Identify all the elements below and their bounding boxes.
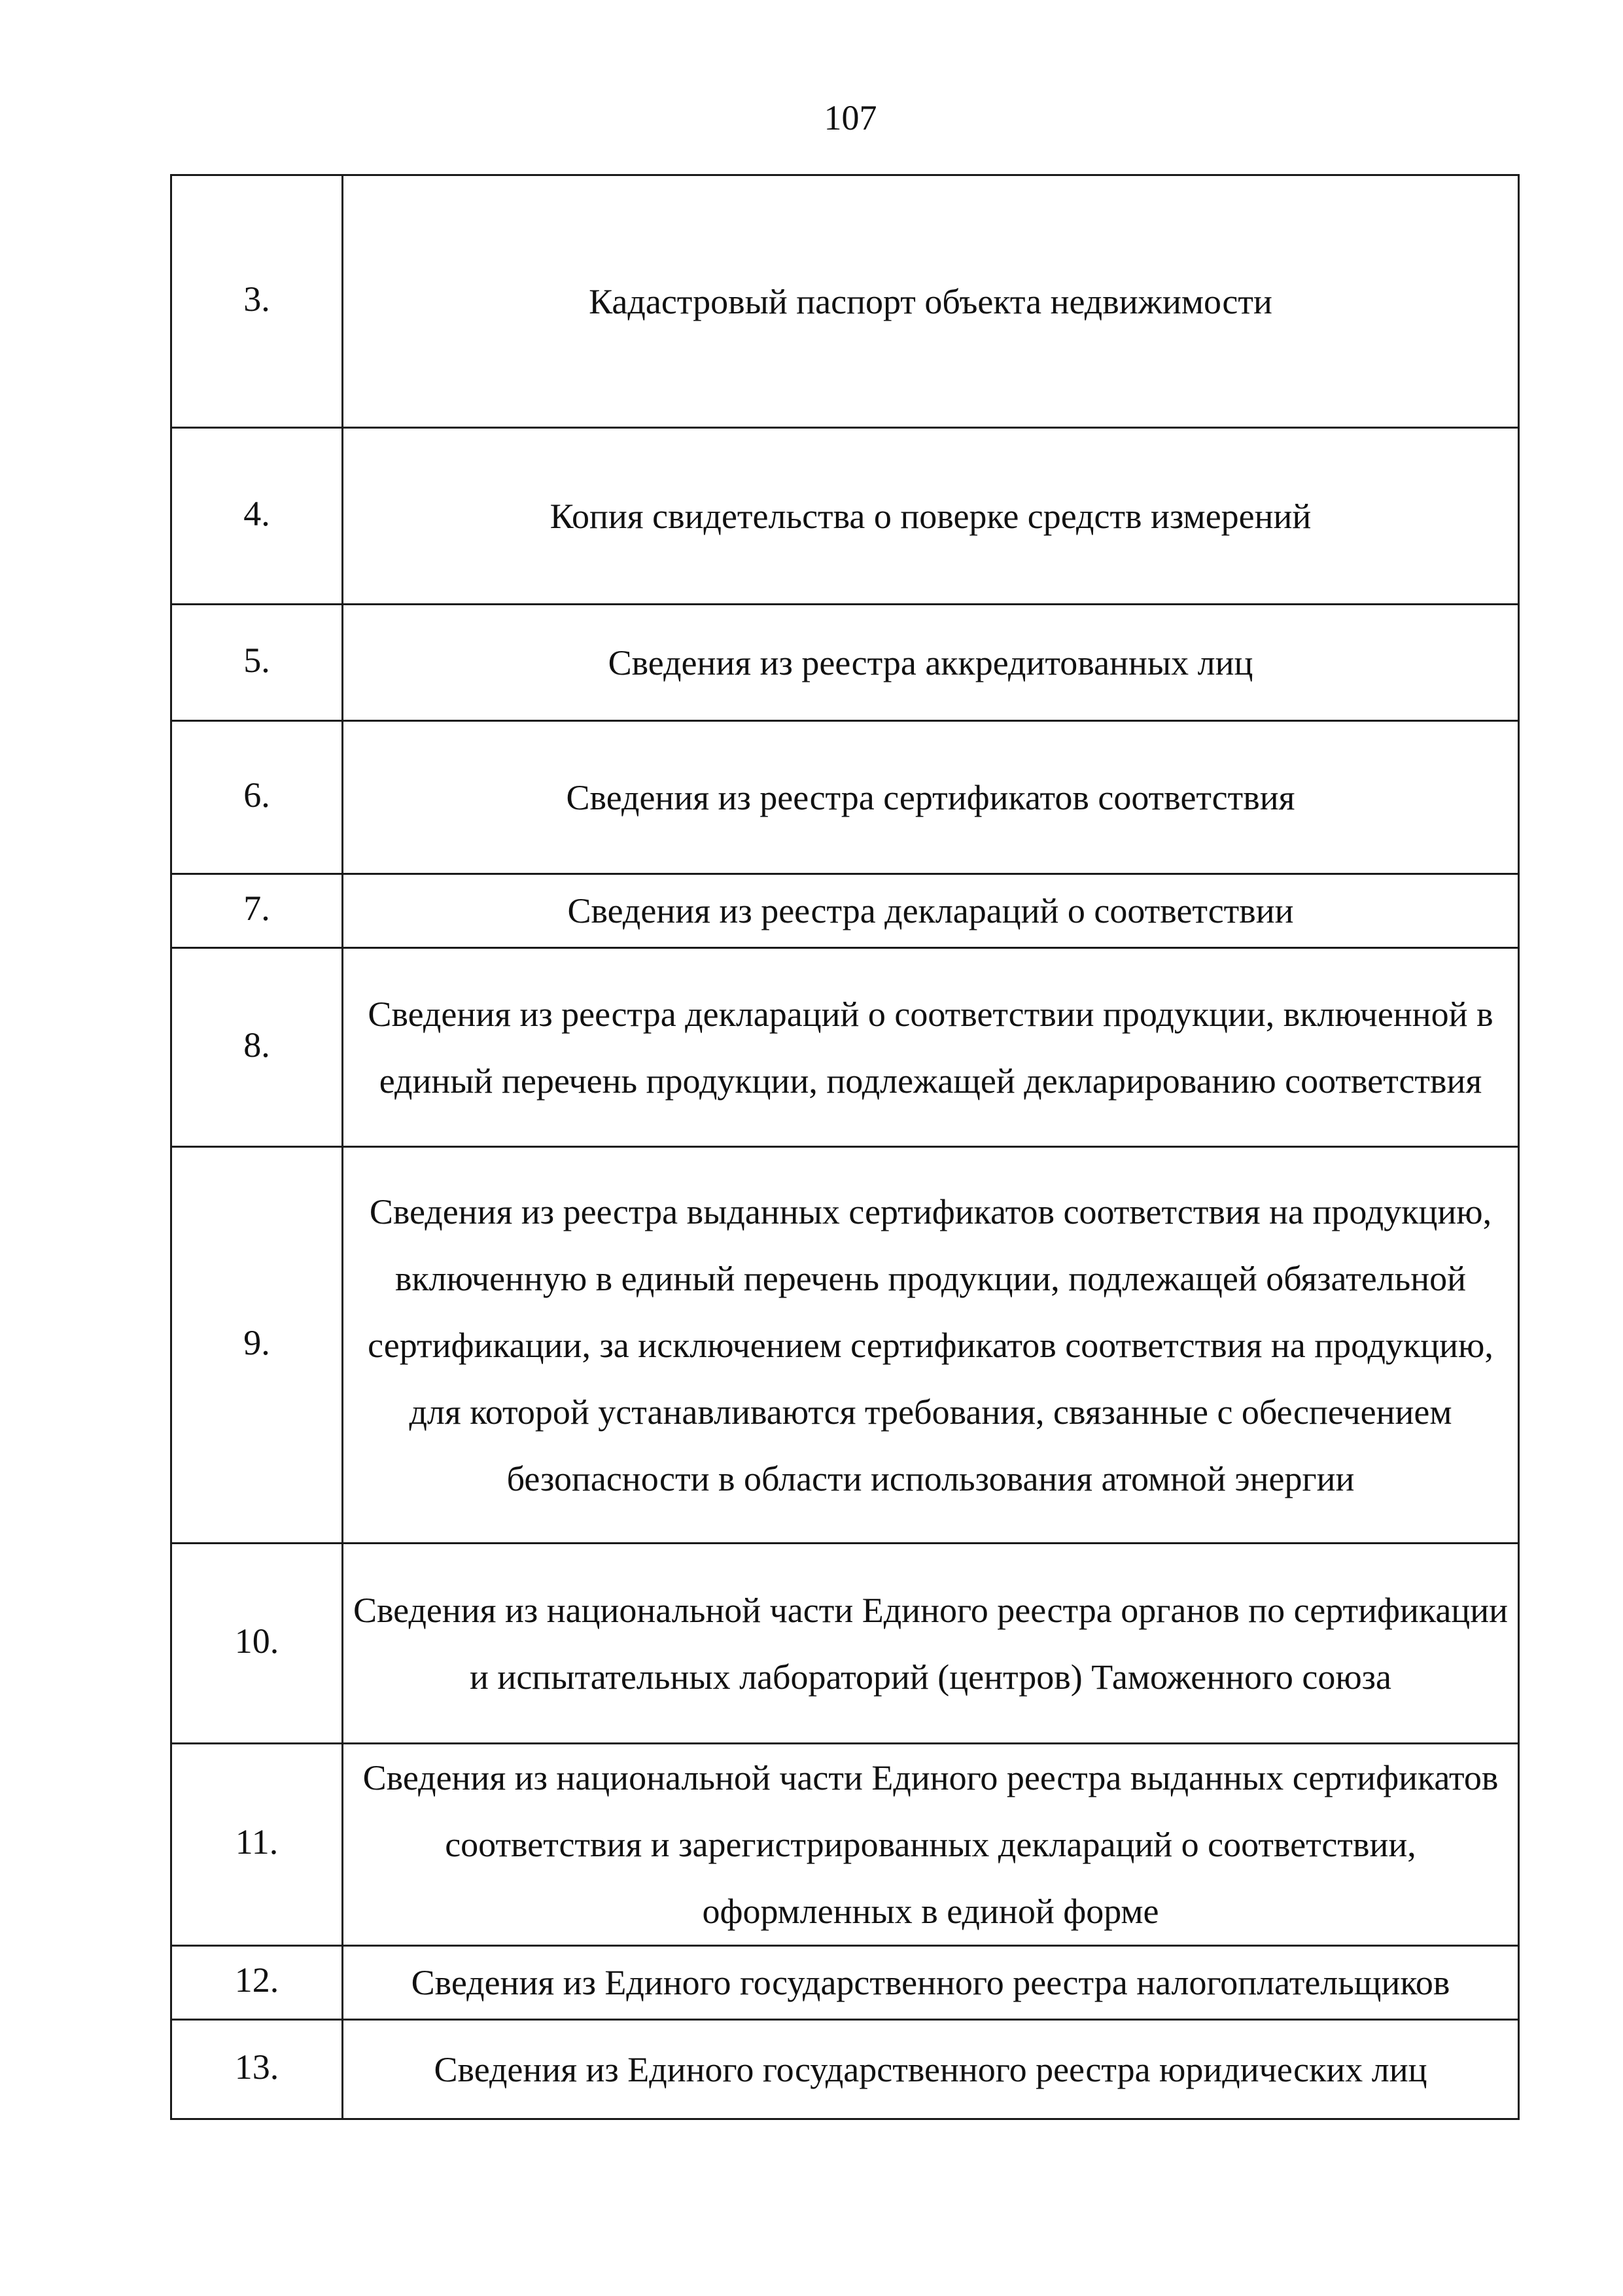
table-row: [171, 175, 1519, 428]
row-number: 11.: [171, 1744, 343, 1946]
row-text: Сведения из Единого государственного реестра налогоплательщиков: [343, 1946, 1519, 2020]
table-row: [171, 721, 1519, 874]
row-text: Сведения из реестра сертификатов соответствия: [343, 721, 1519, 874]
row-number: 10.: [171, 1544, 343, 1744]
row-number: 8.: [171, 948, 343, 1147]
table-row: [171, 2020, 1519, 2119]
table-row: [171, 1744, 1519, 1946]
row-number: 13.: [171, 2020, 343, 2119]
row-text: Копия свидетельства о поверке средств измерений: [343, 428, 1519, 605]
table-row: [171, 948, 1519, 1147]
row-number: 4.: [171, 428, 343, 605]
row-number: 6.: [171, 721, 343, 874]
row-number: 7.: [171, 874, 343, 948]
table-row: [171, 874, 1519, 948]
row-text: Сведения из реестра деклараций о соответствии: [343, 874, 1519, 948]
row-number: 5.: [171, 605, 343, 721]
table-row: [171, 428, 1519, 605]
row-number: 12.: [171, 1946, 343, 2020]
row-text: Сведения из реестра выданных сертификатов соответствия на продукцию, включенную в единый перечень продукции, подлежащей обязательной сертификации, за исключением сертификатов соответствия на продукцию, для которой устанавливаются требования, связанные с обеспечением безопасности в области использования атомной энергии: [343, 1147, 1519, 1544]
table-row: [171, 1946, 1519, 2020]
documents-table: [170, 174, 1520, 2120]
row-text: Сведения из реестра деклараций о соответствии продукции, включенной в единый перечень продукции, подлежащей декларированию соответствия: [343, 948, 1519, 1147]
row-text: Сведения из национальной части Единого реестра органов по сертификации и испытательных лабораторий (центров) Таможенного союза: [343, 1544, 1519, 1744]
table-row: [171, 1147, 1519, 1544]
row-text: Сведения из Единого государственного реестра юридических лиц: [343, 2020, 1519, 2119]
table-row: [171, 1544, 1519, 1744]
row-text: Кадастровый паспорт объекта недвижимости: [343, 175, 1519, 428]
page-number: 107: [824, 98, 877, 137]
row-number: 3.: [171, 175, 343, 428]
table-row: [171, 605, 1519, 721]
row-text: Сведения из реестра аккредитованных лиц: [343, 605, 1519, 721]
row-number: 9.: [171, 1147, 343, 1544]
row-text: Сведения из национальной части Единого реестра выданных сертификатов соответствия и зарегистрированных деклараций о соответствии, оформленных в единой форме: [343, 1744, 1519, 1946]
